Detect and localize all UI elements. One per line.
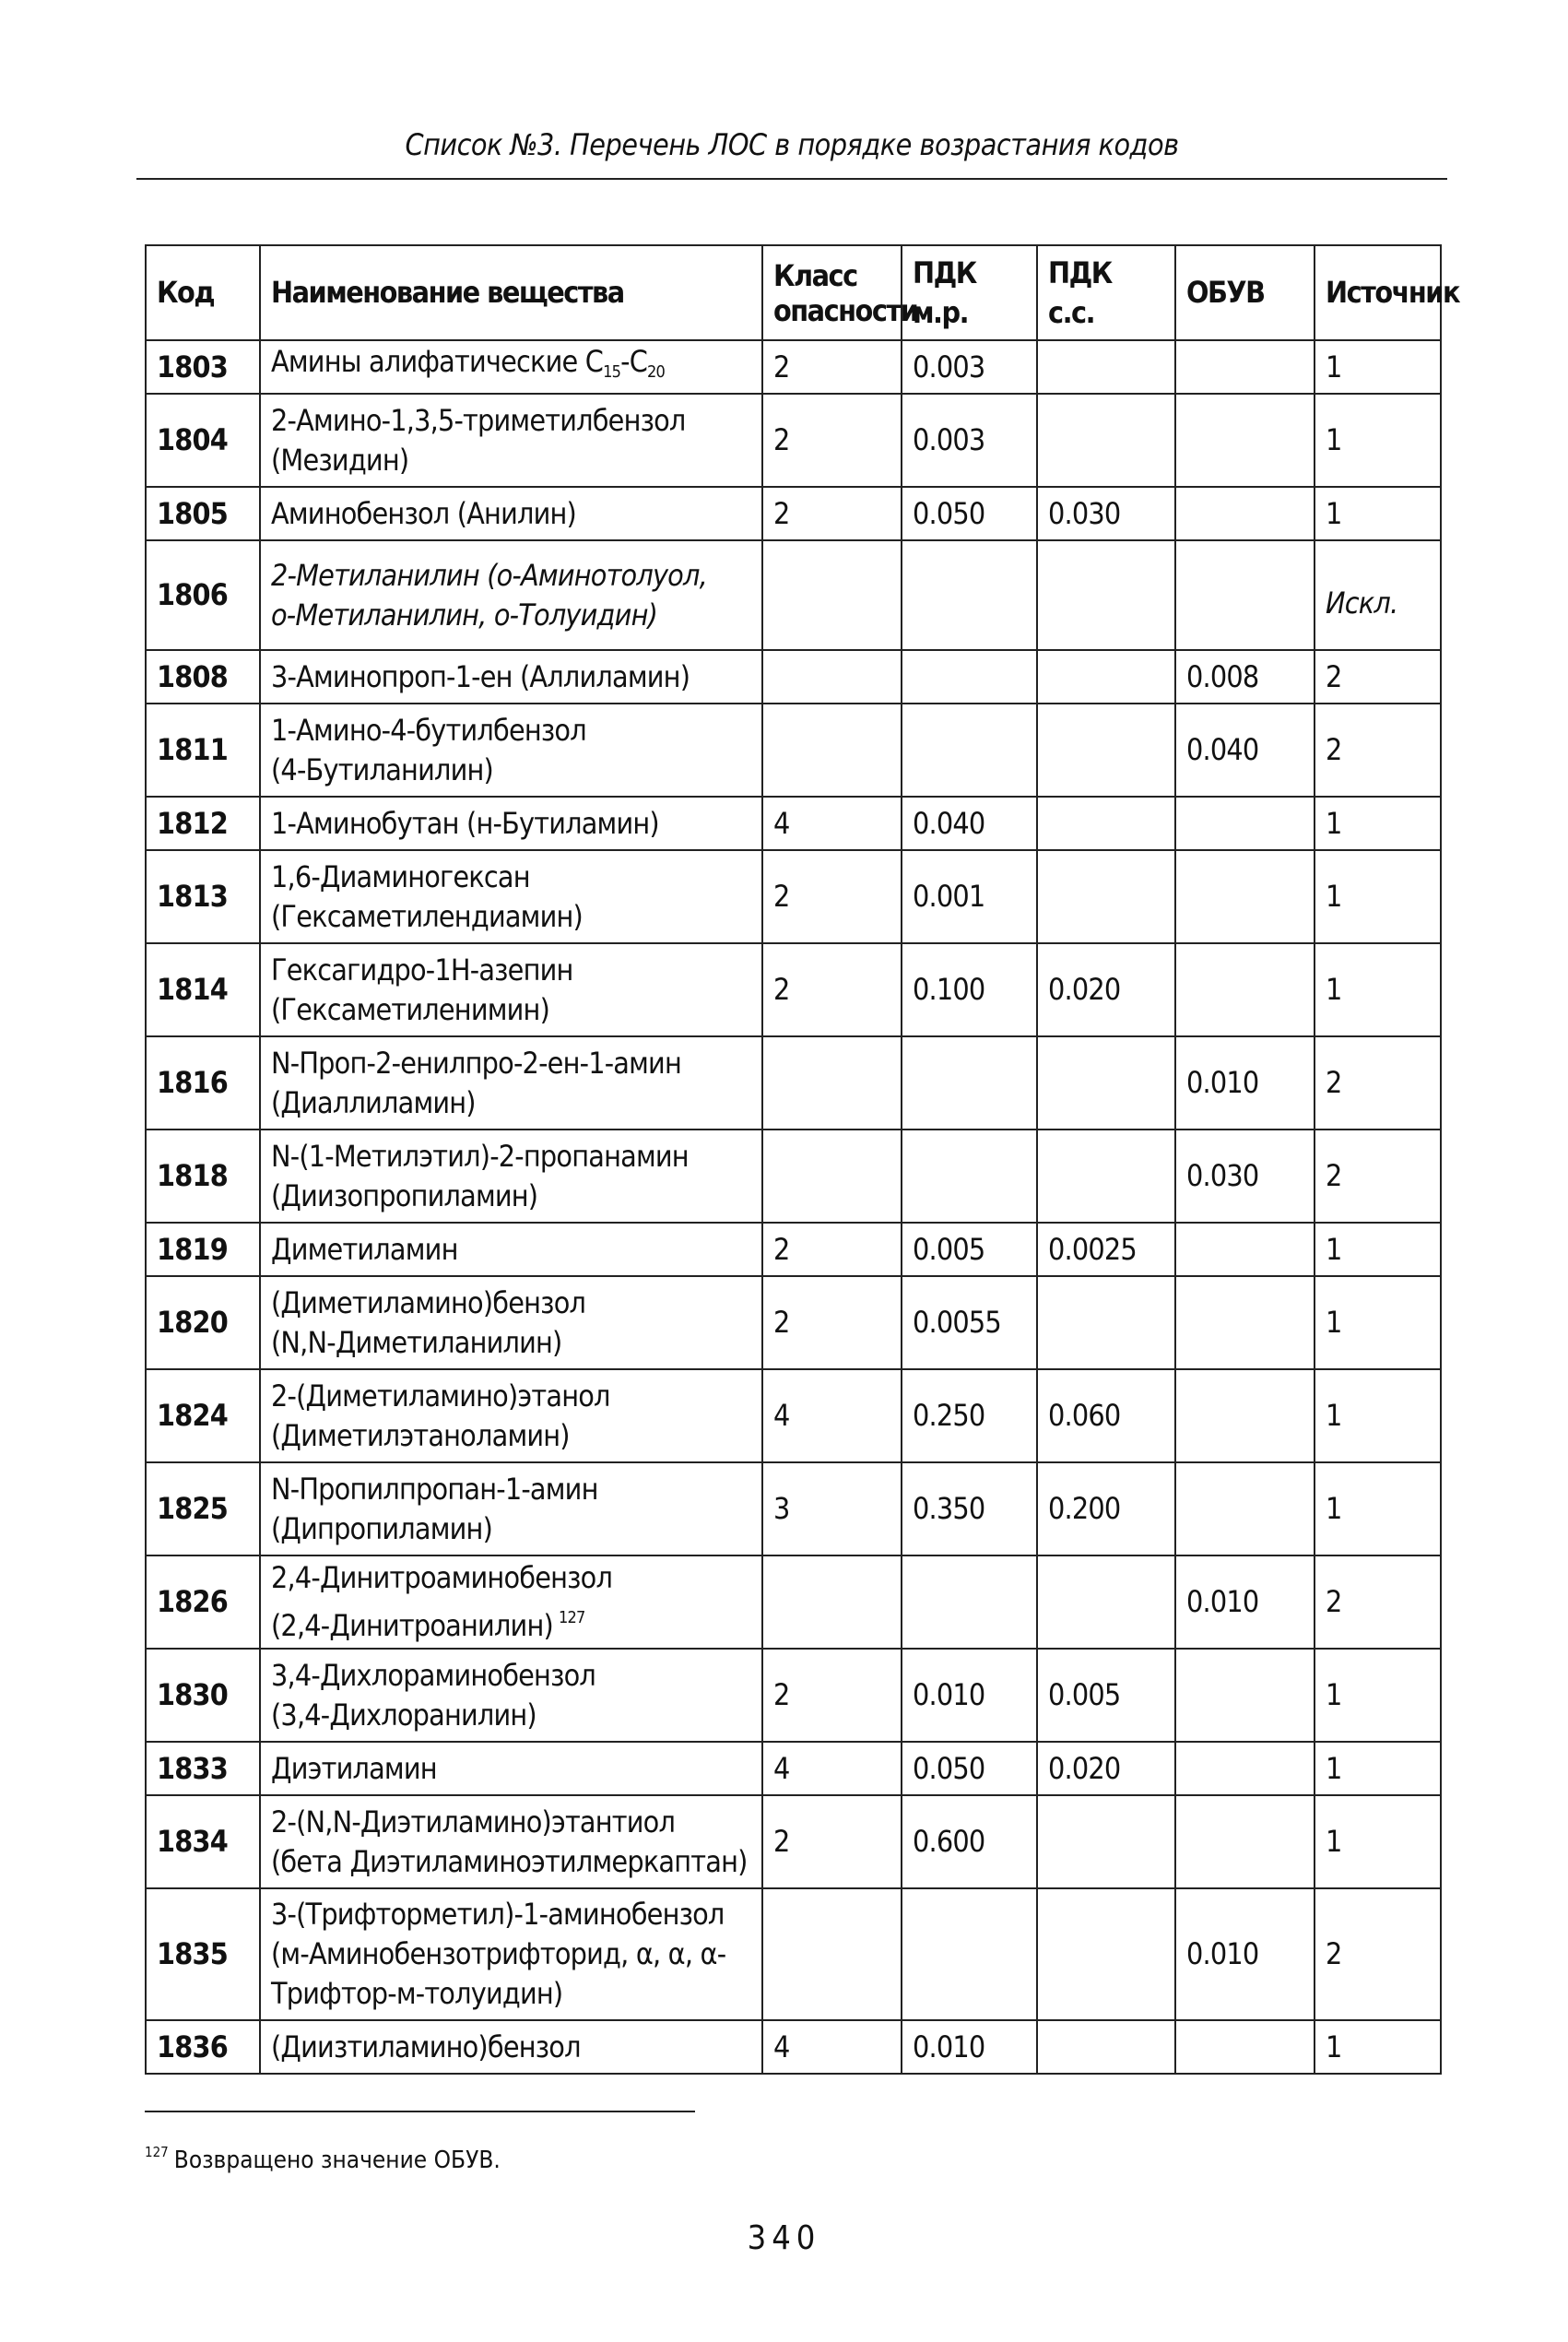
name-line: 2-Амино-1,3,5-триметилбензол <box>271 402 686 438</box>
cell-class: 2 <box>762 340 902 394</box>
cell-pdk-ss: 0.200 <box>1037 1462 1175 1555</box>
cell-pdk-ss <box>1037 797 1175 850</box>
cell-pdk-mr: 0.040 <box>902 797 1037 850</box>
cell-code: 1819 <box>146 1223 260 1276</box>
cell-pdk-ss <box>1037 1888 1175 2020</box>
cell-obuv <box>1175 850 1315 943</box>
cell-obuv <box>1175 540 1315 650</box>
cell-class: 2 <box>762 1276 902 1369</box>
cell-source: 1 <box>1315 850 1441 943</box>
cell-name <box>260 850 762 943</box>
table-row <box>146 1742 1441 1795</box>
cell-pdk-mr: 0.0055 <box>902 1276 1037 1369</box>
table-row <box>146 1223 1441 1276</box>
cell-code: 1836 <box>146 2020 260 2074</box>
cell-source: 2 <box>1315 1036 1441 1130</box>
name-line: (3,4-Дихлоранилин) <box>271 1697 536 1733</box>
cell-source: 2 <box>1315 1888 1441 2020</box>
cell-name <box>260 540 762 650</box>
cell-pdk-ss <box>1037 540 1175 650</box>
cell-source: 1 <box>1315 1649 1441 1742</box>
table-row <box>146 1369 1441 1462</box>
name-text: (2,4-Динитроанилин) <box>271 1608 553 1643</box>
column-header-source: Источник <box>1315 245 1441 340</box>
name-line: 3,4-Дихлораминобензол <box>271 1657 596 1693</box>
name-line: (Гексаметилендиамин) <box>271 898 583 934</box>
name-line: Гексагидро-1H-азепин <box>271 952 573 988</box>
cell-class: 4 <box>762 797 902 850</box>
name-line: (Диаллиламин) <box>271 1084 476 1120</box>
cell-pdk-mr: 0.001 <box>902 850 1037 943</box>
cell-pdk-mr: 0.100 <box>902 943 1037 1036</box>
name-line: (N,N-Диметиланилин) <box>271 1324 562 1360</box>
cell-pdk-mr: 0.350 <box>902 1462 1037 1555</box>
cell-pdk-ss <box>1037 1130 1175 1223</box>
cell-source: 1 <box>1315 394 1441 487</box>
table-row <box>146 1888 1441 2020</box>
cell-code: 1820 <box>146 1276 260 1369</box>
cell-pdk-mr: 0.600 <box>902 1795 1037 1888</box>
cell-obuv <box>1175 2020 1315 2074</box>
cell-pdk-ss: 0.005 <box>1037 1649 1175 1742</box>
name-line: 2,4-Динитроаминобензол <box>271 1560 613 1595</box>
table-row <box>146 1649 1441 1742</box>
column-header-name: Наименование вещества <box>260 245 762 340</box>
cell-source: Искл. <box>1315 540 1441 650</box>
cell-code: 1808 <box>146 650 260 704</box>
cell-code: 1816 <box>146 1036 260 1130</box>
cell-code: 1834 <box>146 1795 260 1888</box>
cell-name: (Диизтиламино)бензол <box>260 2020 762 2074</box>
cell-code: 1824 <box>146 1369 260 1462</box>
cell-pdk-mr <box>902 1888 1037 2020</box>
table-row <box>146 1130 1441 1223</box>
cell-code: 1805 <box>146 487 260 540</box>
cell-pdk-ss <box>1037 704 1175 797</box>
cell-source: 1 <box>1315 2020 1441 2074</box>
cell-code: 1806 <box>146 540 260 650</box>
column-header-code: Код <box>146 245 260 340</box>
cell-pdk-mr: 0.250 <box>902 1369 1037 1462</box>
table-row <box>146 1276 1441 1369</box>
name-line: 3-(Трифторметил)-1-аминобензол <box>271 1897 725 1932</box>
cell-pdk-ss <box>1037 1036 1175 1130</box>
name-line: N-Проп-2-енилпро-2-ен-1-амин <box>271 1045 681 1081</box>
table-row <box>146 943 1441 1036</box>
cell-pdk-ss: 0.030 <box>1037 487 1175 540</box>
cell-obuv: 0.008 <box>1175 650 1315 704</box>
cell-name <box>260 1462 762 1555</box>
cell-name <box>260 1795 762 1888</box>
cell-pdk-ss <box>1037 2020 1175 2074</box>
name-text: Амины алифатические C <box>271 344 604 379</box>
cell-pdk-ss <box>1037 1276 1175 1369</box>
name-line: 1-Амино-4-бутилбензол <box>271 712 586 748</box>
cell-name <box>260 394 762 487</box>
page-header: Список №3. Перечень ЛОС в порядке возрастания кодов <box>405 127 1179 162</box>
cell-obuv: 0.010 <box>1175 1888 1315 2020</box>
name-line: 2-Метиланилин (о-Аминотолуол, <box>271 557 707 593</box>
cell-obuv <box>1175 1649 1315 1742</box>
name-line: (м-Аминобензотрифторид, α, α, α- <box>271 1936 726 1971</box>
table-row <box>146 850 1441 943</box>
table-row <box>146 1555 1441 1649</box>
cell-class: 2 <box>762 1795 902 1888</box>
cell-class: 3 <box>762 1462 902 1555</box>
cell-pdk-mr <box>902 540 1037 650</box>
name-line: (Гексаметиленимин) <box>271 991 550 1027</box>
cell-obuv <box>1175 1795 1315 1888</box>
cell-code: 1830 <box>146 1649 260 1742</box>
cell-obuv <box>1175 1223 1315 1276</box>
name-line: (Диизопропиламин) <box>271 1177 538 1213</box>
cell-obuv <box>1175 394 1315 487</box>
header-rule <box>136 178 1447 180</box>
name-line: (Диметилэтаноламин) <box>271 1417 570 1453</box>
cell-source: 2 <box>1315 1555 1441 1649</box>
footnote-rule <box>145 2111 695 2112</box>
footnote-reference: 127 <box>558 1608 585 1627</box>
cell-pdk-mr: 0.050 <box>902 1742 1037 1795</box>
cell-name: Диметиламин <box>260 1223 762 1276</box>
cell-obuv <box>1175 943 1315 1036</box>
cell-class <box>762 1036 902 1130</box>
name-text: -C <box>620 344 648 379</box>
page-number: 340 <box>747 2219 821 2257</box>
cell-name <box>260 340 762 394</box>
name-line: (бета Диэтиламиноэтилмеркаптан) <box>271 1843 748 1879</box>
cell-class <box>762 540 902 650</box>
table-header-row <box>146 245 1441 340</box>
cell-obuv <box>1175 340 1315 394</box>
cell-code: 1833 <box>146 1742 260 1795</box>
cell-pdk-mr: 0.005 <box>902 1223 1037 1276</box>
column-header-pdk-ss: ПДК с.с. <box>1037 245 1175 340</box>
cell-class <box>762 1888 902 2020</box>
cell-pdk-ss <box>1037 394 1175 487</box>
column-header-class: Класс опасности <box>762 245 902 340</box>
cell-name <box>260 1369 762 1462</box>
cell-source: 1 <box>1315 1223 1441 1276</box>
name-line: (Диметиламино)бензол <box>271 1284 586 1320</box>
footnote-text: Возвращено значение ОБУВ. <box>173 2147 501 2174</box>
cell-pdk-mr <box>902 1555 1037 1649</box>
cell-code: 1814 <box>146 943 260 1036</box>
subscript: 20 <box>647 362 666 382</box>
cell-pdk-mr: 0.003 <box>902 340 1037 394</box>
name-line: 2-(Диметиламино)этанол <box>271 1378 610 1413</box>
cell-pdk-ss <box>1037 340 1175 394</box>
cell-code: 1826 <box>146 1555 260 1649</box>
cell-name <box>260 1649 762 1742</box>
cell-source: 2 <box>1315 704 1441 797</box>
cell-obuv <box>1175 1276 1315 1369</box>
table-row <box>146 797 1441 850</box>
cell-name: Диэтиламин <box>260 1742 762 1795</box>
cell-source: 1 <box>1315 1369 1441 1462</box>
name-line: 2-(N,N-Диэтиламино)этантиол <box>271 1804 676 1839</box>
cell-source: 1 <box>1315 1276 1441 1369</box>
cell-source: 2 <box>1315 1130 1441 1223</box>
cell-class: 2 <box>762 850 902 943</box>
cell-source: 1 <box>1315 340 1441 394</box>
cell-class: 2 <box>762 394 902 487</box>
cell-code: 1818 <box>146 1130 260 1223</box>
footnote-marker: 127 <box>145 2144 169 2160</box>
cell-name <box>260 1888 762 2020</box>
table-row <box>146 394 1441 487</box>
cell-pdk-mr: 0.003 <box>902 394 1037 487</box>
cell-source: 1 <box>1315 943 1441 1036</box>
cell-pdk-ss <box>1037 1795 1175 1888</box>
cell-obuv <box>1175 797 1315 850</box>
cell-pdk-ss <box>1037 1555 1175 1649</box>
subscript: 15 <box>603 362 621 382</box>
substances-table <box>145 244 1459 2075</box>
cell-pdk-ss: 0.0025 <box>1037 1223 1175 1276</box>
cell-name <box>260 704 762 797</box>
name-line: 1,6-Диаминогексан <box>271 858 530 894</box>
table-row <box>146 2020 1441 2074</box>
cell-obuv <box>1175 487 1315 540</box>
name-line: (4-Бутиланилин) <box>271 751 493 787</box>
table-row <box>146 1462 1441 1555</box>
name-line <box>271 1598 751 1646</box>
table-row <box>146 540 1441 650</box>
cell-obuv: 0.010 <box>1175 1555 1315 1649</box>
table-row <box>146 1795 1441 1888</box>
cell-class <box>762 650 902 704</box>
cell-pdk-mr <box>902 1130 1037 1223</box>
cell-code: 1804 <box>146 394 260 487</box>
cell-class <box>762 1130 902 1223</box>
name-line: N-(1-Метилэтил)-2-пропанамин <box>271 1138 689 1174</box>
footnote <box>145 2144 501 2174</box>
column-header-obuv: ОБУВ <box>1175 245 1315 340</box>
cell-code: 1813 <box>146 850 260 943</box>
cell-class: 4 <box>762 2020 902 2074</box>
cell-class: 2 <box>762 487 902 540</box>
cell-class: 2 <box>762 1649 902 1742</box>
cell-pdk-mr <box>902 1036 1037 1130</box>
cell-pdk-mr <box>902 650 1037 704</box>
cell-pdk-mr: 0.010 <box>902 2020 1037 2074</box>
cell-code: 1811 <box>146 704 260 797</box>
cell-name: Аминобензол (Анилин) <box>260 487 762 540</box>
cell-code: 1835 <box>146 1888 260 2020</box>
cell-obuv: 0.010 <box>1175 1036 1315 1130</box>
cell-code: 1825 <box>146 1462 260 1555</box>
name-line: о-Метиланилин, о-Толуидин) <box>271 597 658 633</box>
cell-source: 1 <box>1315 797 1441 850</box>
cell-code: 1803 <box>146 340 260 394</box>
cell-name <box>260 1276 762 1369</box>
table-row <box>146 487 1441 540</box>
cell-source: 1 <box>1315 1742 1441 1795</box>
name-line: N-Пропилпропан-1-амин <box>271 1471 598 1507</box>
cell-obuv: 0.040 <box>1175 704 1315 797</box>
cell-source: 1 <box>1315 1795 1441 1888</box>
cell-name: 3-Аминопроп-1-ен (Аллиламин) <box>260 650 762 704</box>
table-row <box>146 704 1441 797</box>
cell-name: 1-Аминобутан (н-Бутиламин) <box>260 797 762 850</box>
cell-class: 2 <box>762 943 902 1036</box>
name-line: (Мезидин) <box>271 442 409 478</box>
cell-obuv <box>1175 1462 1315 1555</box>
name-line: (Дипропиламин) <box>271 1510 493 1546</box>
cell-class <box>762 704 902 797</box>
cell-source: 1 <box>1315 1462 1441 1555</box>
cell-obuv: 0.030 <box>1175 1130 1315 1223</box>
name-line: Трифтор-м-толуидин) <box>271 1976 563 2011</box>
table-row <box>146 340 1441 394</box>
cell-name <box>260 1036 762 1130</box>
cell-source: 2 <box>1315 650 1441 704</box>
cell-name <box>260 1555 762 1649</box>
table-row <box>146 650 1441 704</box>
cell-pdk-ss <box>1037 650 1175 704</box>
cell-pdk-ss: 0.020 <box>1037 1742 1175 1795</box>
cell-pdk-mr <box>902 704 1037 797</box>
cell-class: 4 <box>762 1742 902 1795</box>
cell-obuv <box>1175 1369 1315 1462</box>
column-header-pdk-mr: ПДК м.р. <box>902 245 1037 340</box>
cell-pdk-mr: 0.050 <box>902 487 1037 540</box>
cell-name <box>260 1130 762 1223</box>
cell-class: 2 <box>762 1223 902 1276</box>
cell-class: 4 <box>762 1369 902 1462</box>
cell-pdk-ss: 0.060 <box>1037 1369 1175 1462</box>
table-row <box>146 1036 1441 1130</box>
cell-pdk-mr: 0.010 <box>902 1649 1037 1742</box>
cell-name <box>260 943 762 1036</box>
cell-source: 1 <box>1315 487 1441 540</box>
cell-pdk-ss: 0.020 <box>1037 943 1175 1036</box>
cell-obuv <box>1175 1742 1315 1795</box>
cell-pdk-ss <box>1037 850 1175 943</box>
cell-code: 1812 <box>146 797 260 850</box>
cell-class <box>762 1555 902 1649</box>
